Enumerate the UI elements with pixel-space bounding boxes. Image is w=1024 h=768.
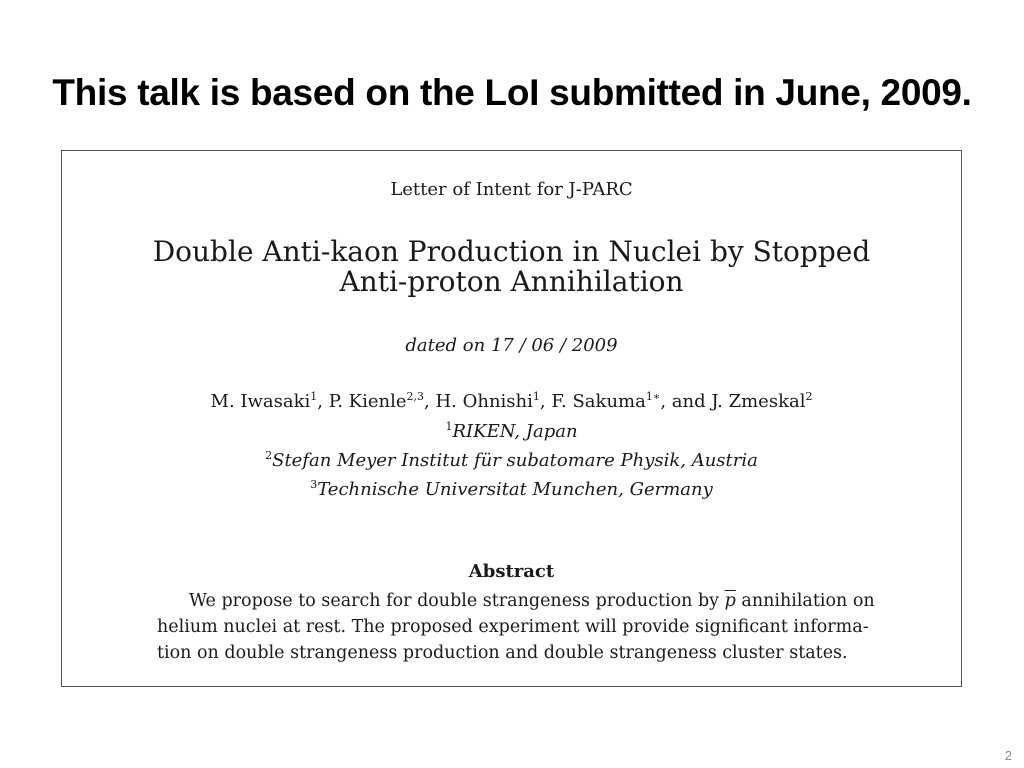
affiliation-list: [62, 417, 961, 504]
affiliation: $^1$RIKEN, Japan: [445, 420, 578, 442]
antiproton-symbol: $\overline{p}$: [724, 591, 736, 611]
slide-title: This talk is based on the LoI submitted in June, 2009.: [52, 72, 972, 113]
paper-title-line-2: Anti-proton Annihilation: [339, 265, 684, 298]
paper-title-line-1: Double Anti-kaon Production in Nuclei by Stopped: [152, 235, 871, 268]
abstract-text: [157, 588, 892, 666]
document-header: Letter of Intent for J-PARC: [390, 179, 633, 200]
abstract-line-3: tion on double strangeness production and double strangeness cluster states.: [157, 643, 848, 663]
author: H. Ohnishi$^1$: [435, 390, 540, 412]
affiliation: $^2$Stefan Meyer Institut für subatomare Physik, Austria: [265, 449, 758, 471]
author: J. Zmeskal$^2$: [711, 390, 813, 412]
author-list: M. Iwasaki$^1$, P. Kienle$^{2,3}$, H. Ohnishi$^1$, F. Sakuma$^{1∗}$, and J. Zmeskal$^2$: [210, 390, 813, 412]
author: M. Iwasaki$^1$: [210, 390, 318, 412]
abstract-line-1: We propose to search for double strangeness production by $\overline{p}$ annihilation on: [189, 591, 875, 611]
loi-document-excerpt: [61, 150, 962, 687]
abstract-heading: Abstract: [468, 561, 555, 582]
paper-title: [62, 237, 961, 297]
abstract-line-2: helium nuclei at rest. The proposed experiment will provide significant informa-: [157, 617, 869, 637]
paper-date: dated on 17 / 06 / 2009: [405, 335, 618, 356]
author: F. Sakuma$^{1∗}$: [551, 390, 661, 412]
slide-number: 2: [1004, 748, 1012, 763]
affiliation: $^3$Technische Universitat Munchen, Germany: [310, 478, 713, 500]
author: P. Kienle$^{2,3}$: [328, 390, 424, 412]
